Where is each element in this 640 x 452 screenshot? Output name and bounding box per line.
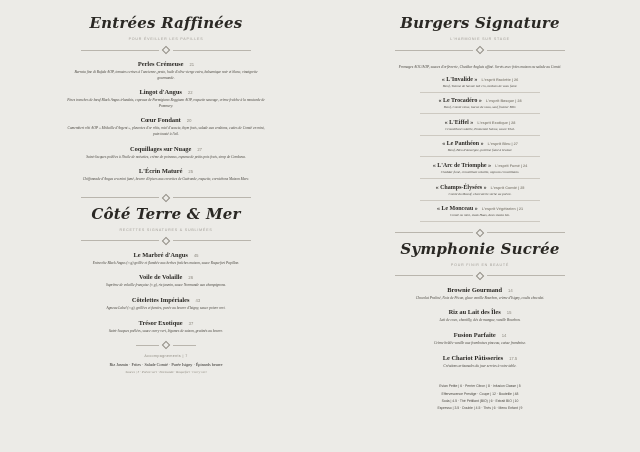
desserts-title: Symphonie Sucrée bbox=[400, 239, 560, 258]
menu-item bbox=[26, 61, 306, 81]
menu-item-name: L'Écrin Maturé 25 bbox=[138, 168, 194, 176]
burger-name: « L'Eiffel » L'esprit Exotique | 28 bbox=[444, 119, 516, 126]
burger-item bbox=[340, 98, 620, 114]
item-separator bbox=[420, 200, 540, 201]
sauces-list: Sauces | 3 · Poivre vert · Normande · Roquefort · Curry vert bbox=[125, 370, 207, 375]
burger-description: Comté ou mini, steak Haas, deux steaks bio. bbox=[450, 213, 510, 218]
ornament-divider bbox=[395, 273, 565, 279]
menu-item bbox=[26, 146, 306, 161]
menu-item-name: Voile de Volaille 26 bbox=[138, 274, 194, 282]
menu-item-name: Côtelettes Impériales 43 bbox=[131, 296, 201, 304]
menu-item bbox=[26, 274, 306, 289]
menu-item-description: Entrecôte Black Angus (≈ g) grillée et flambée aux herbes fraîches maison, sauce Roquefort Papillon. bbox=[92, 260, 240, 265]
cote-title: Côté Terre & Mer bbox=[91, 204, 241, 223]
drinks-line: Espresso | 3.5 · Double | 4.5 · Thés | 6 · Menu Enfant | 9 bbox=[437, 406, 523, 411]
menu-item bbox=[26, 117, 306, 137]
right-page bbox=[340, 0, 620, 413]
menu-item-description: Créations artisanales du jour servies à votre table. bbox=[443, 363, 517, 368]
item-separator bbox=[420, 178, 540, 179]
burger-name: « L'Arc de Triomphe » L'esprit Fumé | 24 bbox=[432, 162, 528, 169]
desserts-subtitle: POUR FINIR EN BEAUTÉ bbox=[450, 262, 510, 267]
accompagnements-title: Accompagnements | 7 bbox=[144, 354, 188, 359]
menu-item bbox=[340, 309, 620, 324]
menu-item-description: Fines tranches de bœuf Black Angus irlandais, copeaux de Parmigiano Reggiano AOP, roquette sauvage, crème fraîche à la moutarde de Pommery. bbox=[67, 98, 265, 108]
menu-item-description: Agneau Label (≈ g), grillées et fumées, purée au beurre d'Isigny, sauce poivre vert. bbox=[106, 305, 226, 310]
left-page bbox=[26, 0, 306, 374]
menu-item-price: 27 bbox=[197, 146, 202, 152]
burger-tag: L'esprit Fumé | 24 bbox=[495, 163, 528, 168]
burger-item bbox=[340, 185, 620, 201]
burger-description: Bœuf, Bleu d'Auvergne, poitrine fumé à braiser. bbox=[447, 148, 513, 153]
item-separator bbox=[420, 135, 540, 136]
menu-item-price: 43 bbox=[195, 297, 201, 303]
item-separator bbox=[420, 156, 540, 157]
burger-item bbox=[340, 77, 620, 93]
menu-item-name: Le Chariot Pâtisseries 17.5 bbox=[442, 354, 518, 362]
ornament-divider bbox=[395, 47, 565, 53]
burgers-subtitle: L'HARMONIE SUR STAGE bbox=[450, 37, 510, 41]
menu-item-price: 25 bbox=[188, 169, 194, 175]
menu-item-name: Le Marbré d'Angus 45 bbox=[133, 251, 199, 259]
burger-tag: L'esprit Bleu | 27 bbox=[487, 142, 518, 147]
desserts-list bbox=[340, 287, 620, 369]
burgers-intro: Fromages AOC/AOP, sauces d'orfèvrerie, Cheddar Anglais affiné. Servis avec frites maison ou salade au Comté. bbox=[398, 65, 562, 69]
menu-item-price: 15 bbox=[506, 310, 512, 316]
menu-item-name: Trésor Exotique 37 bbox=[138, 319, 194, 327]
ornament-divider bbox=[81, 195, 251, 201]
menu-item bbox=[340, 287, 620, 302]
burger-description: Comté du Massif, charcuterie sèche au poivre. bbox=[448, 191, 512, 196]
menu-item-price: 22 bbox=[187, 90, 193, 96]
burger-tag: L'esprit Comté | 25 bbox=[490, 185, 525, 190]
burger-tag: L'esprit Végétarien | 21 bbox=[481, 207, 524, 212]
drinks-list bbox=[340, 383, 620, 413]
burgers-list bbox=[340, 77, 620, 222]
entrees-subtitle: POUR ÉVEILLER LES PAPILLES bbox=[128, 37, 204, 41]
menu-item-name: Coquillages sur Nuage 27 bbox=[130, 145, 202, 153]
item-separator bbox=[420, 92, 540, 93]
menu-item-name: Brownie Gourmand 14 bbox=[447, 286, 513, 294]
menu-item bbox=[26, 89, 306, 109]
ornament-divider bbox=[81, 47, 251, 53]
menu-item-description: Saint-Jacques poêlées à l'huile de noisettes, crème de poireaux, espuma de petits pois frais, sirop de Combava. bbox=[86, 154, 246, 159]
menu-item bbox=[340, 332, 620, 347]
burger-description: Croustillant volaille, Emmental Suisse, sauce Thaï. bbox=[445, 126, 515, 131]
menu-item bbox=[26, 320, 306, 335]
drinks-line: Effervescence Prestige · Coupe | 12 · Bouteille | 48 bbox=[441, 391, 519, 396]
burger-item bbox=[340, 163, 620, 179]
cote-subtitle: RECETTES SIGNATURES & SUBLIMÉES bbox=[119, 227, 213, 232]
burger-description: Cheddar fumé, croustillant volaille, oignons croustillants. bbox=[440, 169, 520, 174]
burger-tag: L'esprit Exotique | 28 bbox=[477, 120, 516, 125]
burger-name: « Champs-Élysées » L'esprit Comté | 25 bbox=[435, 184, 525, 191]
burger-name: « Le Trocadéro » L'esprit Basque | 28 bbox=[438, 98, 522, 105]
menu-item-price: 45 bbox=[193, 252, 199, 258]
burger-item bbox=[340, 206, 620, 222]
menu-item-price: 14 bbox=[508, 287, 513, 293]
cote-list bbox=[26, 252, 306, 334]
menu-item-description: Crème brûlée vanille aux framboises pinceau, caisse framboise. bbox=[433, 340, 527, 345]
burger-description: Bœuf, Tomme de Savoie lait cru, lardons de veau fumé. bbox=[442, 83, 518, 88]
menu-item-description: Chiffonnade d'Angus cru mini fumé, beurre d'épices aux crevettes de Guérande, roquette, cornichons Maison Marc. bbox=[82, 177, 250, 182]
menu-item bbox=[340, 355, 620, 370]
entrees-list bbox=[26, 61, 306, 183]
menu-item-price: 17.5 bbox=[509, 355, 518, 361]
burger-item bbox=[340, 120, 620, 136]
burger-name: « Le Panthéon » L'esprit Bleu | 27 bbox=[442, 141, 518, 148]
menu-item-description: Chocolat Praliné, Noix de Pécan, glace vanille Bourbon, crème d'Isigny, coulis chocolat. bbox=[415, 295, 545, 300]
menu-item-name: Riz au Lait des Îles 15 bbox=[448, 309, 512, 317]
drinks-line: Evian Petite | 6 · Perrier Citron | 8 · Infusion Classe | 5 bbox=[439, 384, 521, 389]
menu-item-price: 20 bbox=[186, 118, 192, 124]
drinks-line: Soda | 4.5 · Thé Pétillant (BIO) | 6 · Extrait BIO | 10 bbox=[441, 398, 519, 403]
menu-item-name: Fusion Parfaite 14 bbox=[453, 331, 507, 339]
menu-item bbox=[26, 168, 306, 183]
menu-item bbox=[26, 252, 306, 267]
burger-tag: L'esprit Raclette | 26 bbox=[481, 77, 519, 82]
entrees-title: Entrées Raffinées bbox=[89, 14, 243, 32]
menu-item-name: Perles Crémeuse 21 bbox=[137, 61, 195, 68]
menu-item-name: Lingot d'Angus 22 bbox=[139, 89, 193, 97]
burger-item bbox=[340, 141, 620, 157]
burger-name: « Le Monceau » L'esprit Végétarien | 21 bbox=[436, 206, 524, 213]
menu-item-description: Camembert rôti AOP « Médaille d'Argent », pleurotes d'or rôtis, miel d'acacia, thym frais, salade aux croûtons, cuites de Comté en mini, pain toasté à l'ail. bbox=[67, 126, 265, 136]
burger-description: Bœuf, Comté vieux, bacon de veau, sauf fromier BIO. bbox=[443, 105, 517, 110]
burger-name: « L'Invalide » L'esprit Raclette | 26 bbox=[441, 76, 519, 83]
menu-item-price: 21 bbox=[189, 62, 195, 67]
item-separator bbox=[420, 221, 540, 222]
menu-item-description: Burrata fine di Bufala AOP, tomates cerises à l'ancienne, pesto, huile d'olive vierge extra, balsamique noir et blanc, vinaigrette gourmande. bbox=[74, 70, 258, 80]
ornament-divider bbox=[81, 238, 251, 244]
burger-tag: L'esprit Basque | 28 bbox=[485, 99, 522, 104]
menu-item bbox=[26, 297, 306, 312]
menu-item-price: 14 bbox=[501, 332, 507, 338]
item-separator bbox=[420, 113, 540, 114]
ornament-divider bbox=[395, 230, 565, 236]
menu-item-price: 26 bbox=[188, 275, 194, 281]
accompagnements-list: Riz Jasmin · Frites · Salade Comté · Purée Isigny · Épinards beurre bbox=[109, 362, 223, 368]
menu-item-description: Suprême de volaille française (≈ g), riz jasmin, sauce Normande aux champignons. bbox=[106, 283, 226, 288]
menu-item-name: Cœur Fondant 20 bbox=[140, 117, 192, 125]
menu-item-description: Lait de coco, chantilly, dés de mangue, vanille Bourbon. bbox=[439, 318, 521, 323]
burgers-title: Burgers Signature bbox=[400, 14, 560, 32]
menu-item-price: 37 bbox=[188, 320, 194, 326]
menu-item-description: Saint-Jacques poêlées, sauce curry vert, légumes de saison, gratinés au beurre. bbox=[108, 328, 224, 333]
ornament-divider bbox=[136, 342, 196, 348]
